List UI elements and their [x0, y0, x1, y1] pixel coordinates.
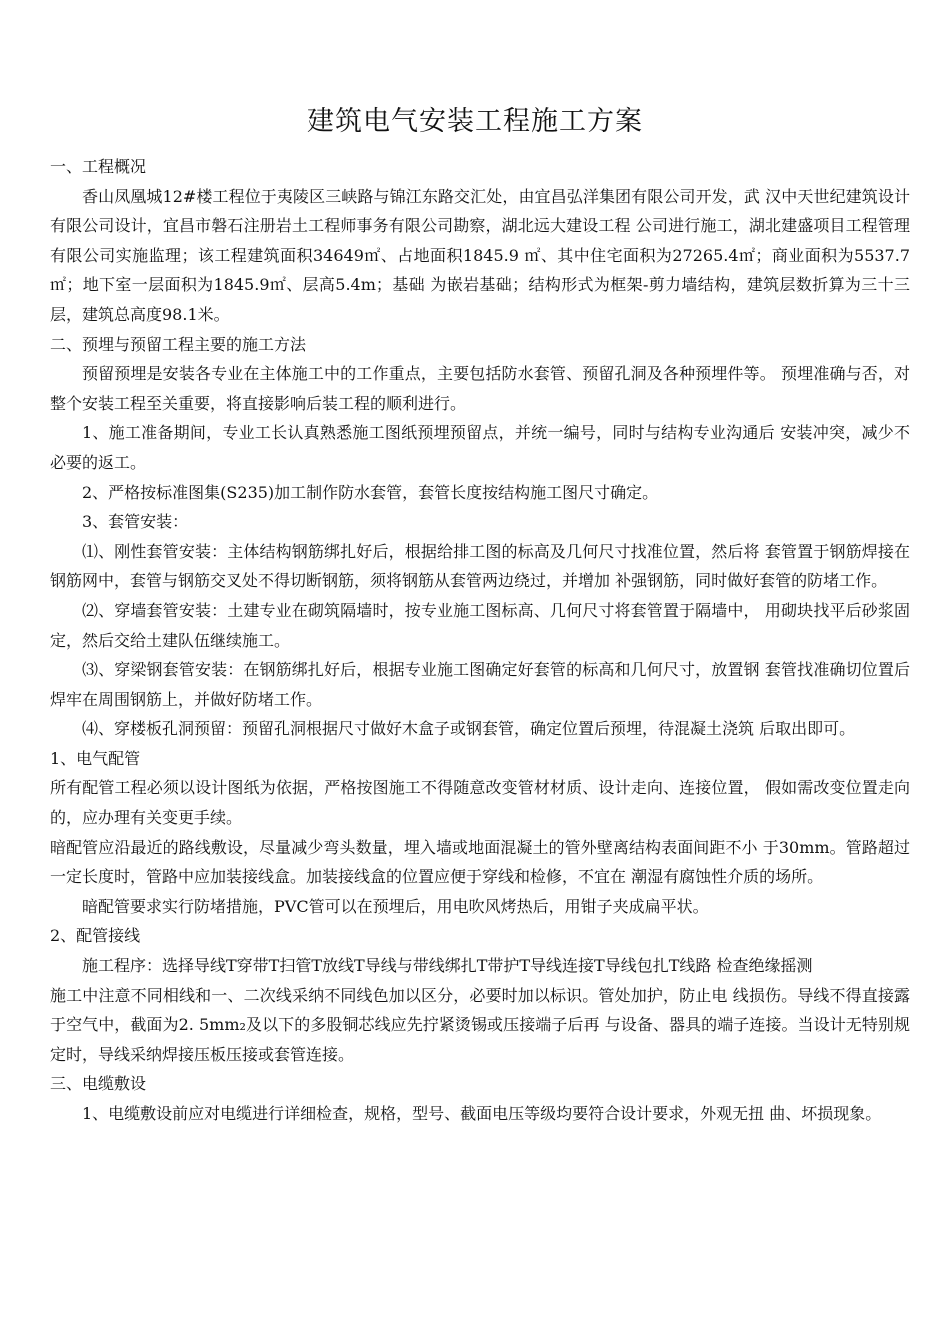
section-heading: 一、工程概况: [50, 157, 147, 176]
body-paragraph: 暗配管要求实行防堵措施，PVC管可以在预埋后，用电吹风烤热后，用钳子夹成扁平状。: [82, 896, 709, 916]
document-body: [50, 152, 910, 1129]
body-paragraph: ⑵、穿墙套管安装：土建专业在砌筑隔墙时，按专业施工图标高、几何尺寸将套管置于隔墙中， 用砌块找平后砂浆固定，然后交给土建队伍继续施工。: [50, 600, 910, 650]
body-paragraph: 1、电缆敷设前应对电缆进行详细检查，规格，型号、截面电压等级均要符合设计要求，外观无扭 曲、坏损现象。: [82, 1104, 882, 1123]
section-heading: 1、电气配管: [50, 748, 141, 768]
section-heading: 二、预埋与预留工程主要的施工方法: [50, 334, 307, 354]
body-paragraph: 施工程序：选择导线T穿带T扫管T放线T导线与带线绑扎T带护T导线连接T导线包扎T线路 检查绝缘摇测: [82, 956, 813, 976]
body-paragraph: 3、套管安装：: [82, 512, 189, 532]
section-heading: 2、配管接线: [50, 926, 141, 946]
section-heading: 三、电缆敷设: [50, 1074, 147, 1094]
body-paragraph: 香山凤凰城12#楼工程位于夷陵区三峡路与锦江东路交汇处，由宜昌弘洋集团有限公司开发，武 汉中天世纪建筑设计有限公司设计，宜昌市磐石注册岩土工程师事务有限公司勘察，湖北远大建设工程 公司进行施工，湖北建盛项目工程管理有限公司实施监理；该工程建筑面积34649㎡、占地面积1845.9 ㎡、其中住宅面积为27265.4㎡；商业面积为5537.7㎡；地下室一层面积为1845.9㎡、层高5.4m；基础 为嵌岩基础；结构形式为框架-剪力墙结构，建筑层数折算为三十三层，建筑总高度98.1米。: [50, 186, 910, 324]
body-paragraph: ⑶、穿梁钢套管安装：在钢筋绑扎好后，根据专业施工图确定好套管的标高和几何尺寸，放置钢 套管找准确切位置后焊牢在周围钢筋上，并做好防堵工作。: [50, 660, 910, 709]
body-paragraph: ⑷、穿楼板孔洞预留：预留孔洞根据尺寸做好木盒子或钢套管，确定位置后预埋，待混凝土浇筑 后取出即可。: [82, 719, 856, 739]
body-paragraph: ⑴、刚性套管安装：主体结构钢筋绑扎好后，根据给排工图的标高及几何尺寸找准位置，然后将 套管置于钢筋焊接在钢筋网中，套管与钢筋交叉处不得切断钢筋，须将钢筋从套管两边绕过，并增加 补强钢筋，同时做好套管的防堵工作。: [50, 541, 910, 591]
document-title: 建筑电气安装工程施工方案: [307, 106, 643, 137]
body-paragraph: 1、施工准备期间，专业工长认真熟悉施工图纸预埋预留点，并统一编号，同时与结构专业沟通后 安装冲突，减少不必要的返工。: [50, 423, 910, 472]
body-paragraph: 2、严格按标准图集(S235)加工制作防水套管，套管长度按结构施工图尺寸确定。: [82, 482, 659, 502]
body-paragraph: 预留预埋是安装各专业在主体施工中的工作重点，主要包括防水套管、预留孔洞及各种预埋件等。 预埋准确与否，对整个安装工程至关重要，将直接影响后装工程的顺利进行。: [50, 364, 910, 413]
body-paragraph: 所有配管工程必须以设计图纸为依据，严格按图施工不得随意改变管材材质、设计走向、连接位置， 假如需改变位置走向的，应办理有关变更手续。: [50, 778, 910, 828]
body-paragraph: 暗配管应沿最近的路线敷设，尽量减少弯头数量，埋入墙或地面混凝土的管外壁离结构表面间距不小 于30mm。管路超过一定长度时，管路中应加装接线盒。加装接线盒的位置应便于穿线和检修，不宜在 潮湿有腐蚀性介质的场所。: [50, 837, 910, 887]
body-paragraph: 施工中注意不同相线和一、二次线采纳不同线色加以区分，必要时加以标识。管处加护，防止电 线损伤。导线不得直接露于空气中，截面为2. 5mm₂及以下的多股铜芯线应先拧紧烫锡或压接端子后再 与设备、器具的端子连接。当设计无特别规定时，导线采纳焊接压板压接或套管连接。: [50, 985, 910, 1064]
